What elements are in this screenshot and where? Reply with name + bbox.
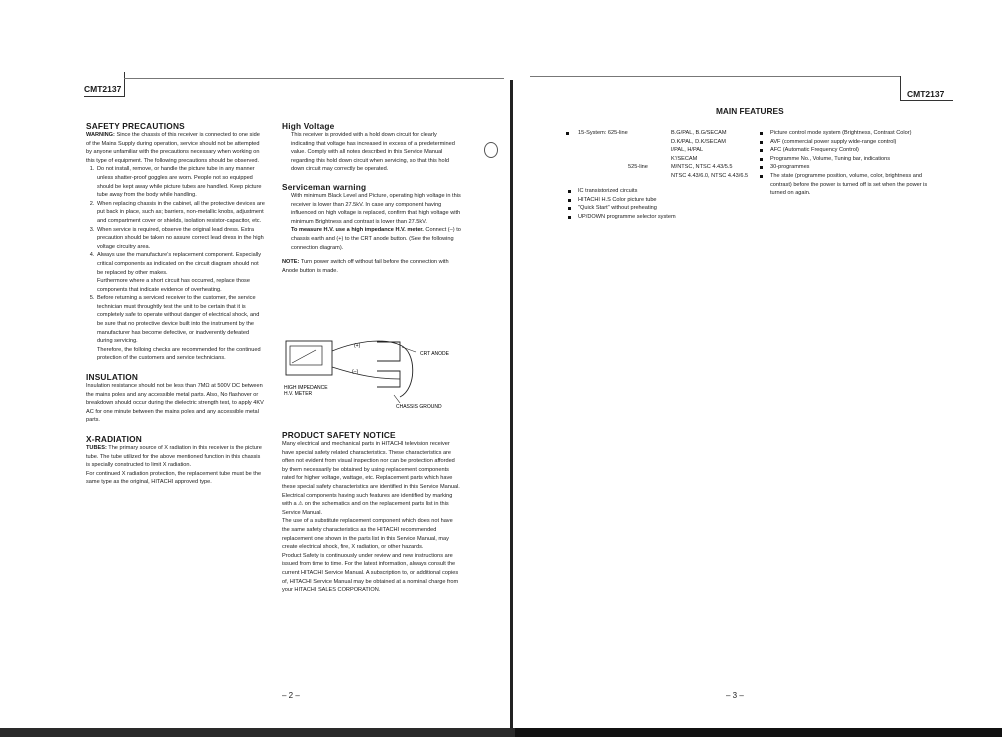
page-gutter — [510, 80, 513, 737]
line525-label: 525-line — [628, 164, 648, 171]
feature-item: 30-programmes — [758, 163, 936, 172]
feature-item: IC transistorized circuits — [566, 187, 766, 196]
safety-list — [86, 165, 265, 363]
bullet — [566, 132, 569, 135]
insulation-text: Insulation resistance should not be less than 7MΩ at 500V DC between the mains poles and any accessible metal parts. Also, No flashover or breakdown should occur during the dielectric strength test, to apply 4KV AC for one minute between the mains poles and any accessible metal parts. — [86, 383, 264, 424]
high-voltage-text: This receiver is provided with a hold down circuit for clearly indicating that voltage has increased in excess of a predetermined value. Comply with all notes described in this Service Manual regarding this hold down circuit when servicing, so that this hold down circuit may correctly be operated. — [291, 132, 455, 173]
serviceman-text: With minimum Black Level and Picture, operating high voltage in this receiver is lower than 27.5kV. In case any component having influenced on high voltage is replaced, confirm that high voltage with minimum Brightness and contrast is lower than 27.5kV. — [291, 192, 461, 225]
product-safety-text-3: Product Safety is continuously under review and new instructions are issued from time to time. For the latest information, always consult the current HITACHI Service Manual. A subscription to, or additional copies of, HITACHI Service Manual may be obtained at a nominal charge from your HITACHI SALES CORPORATION. — [282, 552, 459, 594]
safety-item: 1. Do not install, remove, or handle the picture tube in any manner unless shatter-proof goggles are worn. People not so equipped should be kept away while picture tubes are handled. Keep picture tube away from the body while handling. — [96, 165, 265, 199]
insulation-heading: INSULATION — [86, 372, 139, 383]
feature-item: "Quick Start" without preheating — [566, 204, 766, 213]
product-safety-text-2: The use of a substitute replacement component which does not have the same safety characteristics as the HITACHI recommended replacement one shown in the parts list in this Service Manual, may create electrical shock, fire, X radiation, or other hazards. — [282, 518, 453, 551]
safety-heading: SAFETY PRECAUTIONS — [86, 121, 185, 131]
system-row: D.K/PAL, D.K/SECAM — [671, 138, 726, 145]
serviceman-heading: Serviceman warning — [282, 181, 367, 192]
left-page-number: – 2 – — [282, 691, 300, 700]
left-column-2 — [282, 121, 461, 275]
serviceman-measure: To measure H.V. use a high impedance H.V. meter. Connect (–) to chassis earth and (+) to the CRT anode button. (See the following connection diagram). — [291, 227, 461, 251]
minus-label: (–) — [352, 369, 359, 375]
crt-anode-pointer — [402, 347, 416, 352]
feature-item: UP/DOWN programme selector system — [566, 213, 766, 222]
safety-item: 2. When replacing chassis in the cabinet, all the protective devices are put back in place, such as; barriers, non-metallic knobs, adjustment and compartment cover or shields, isolation resistor-capacitor, etc. — [96, 200, 265, 226]
safety-item: 3. When service is required, observe the original lead dress. Extra precaution should be taken no assure correct lead dress in the high voltage circuitry area. — [96, 226, 265, 252]
crt-anode-label: CRT ANODE — [420, 351, 449, 357]
feature-item: Picture control mode system (Brightness, Contrast Color) — [758, 129, 936, 138]
feature-item: Programme No., Volume, Tuning bar, indications — [758, 155, 936, 164]
chassis-ground-label: CHASSIS GROUND — [396, 404, 442, 410]
system-block — [566, 129, 766, 181]
product-safety-text-1: Many electrical and mechanical parts in HITACHI television receiver have special safety related characteristics. These characteristics are often not evident from visual inspection nor can be protection afforded by them necessarily be obtained by using replacement components rated for higher voltage, wattage, etc. Replacement parts which have these special safety characteristics are identified in this Service Manual. Electrical components having such features are identified by marking with a ⚠ on the schematics and on the replacement parts list in this Service Manual. — [282, 441, 460, 516]
xrad-text-2: For continued X radiation protection, the replacement tube must be the same type as the original, HITACHI approved type. — [86, 470, 262, 486]
main-features-heading: MAIN FEATURES — [716, 106, 784, 116]
system-row: K'/SECAM — [671, 155, 698, 162]
chassis-ground-pointer — [394, 395, 400, 403]
features-left-column — [566, 129, 766, 221]
note-text: NOTE: Turn power switch off without fail before the connection with Anode button is made. — [282, 259, 449, 274]
feature-item: AFC (Automatic Frequency Control) — [758, 146, 936, 155]
feature-item: AVF (commercial power supply wide-range control) — [758, 138, 936, 147]
plus-lead — [332, 341, 400, 351]
crt-neck — [377, 342, 400, 361]
feature-item: The state (programme position, volume, color, brightness and contrast) before the power is turned off is set when the power is turned on again. — [758, 172, 936, 198]
left-column-1 — [86, 121, 265, 487]
binding-hole — [484, 142, 498, 158]
features-left-list — [566, 187, 766, 221]
hv-connection-diagram — [282, 335, 472, 415]
hv-meter-needle — [292, 350, 316, 363]
line525-row: M/NTSC, NTSC 4.43/5.5 — [671, 164, 733, 171]
meter-label-line-1: HIGH IMPEDANCE — [284, 385, 328, 391]
plus-label: (+) — [354, 343, 361, 349]
right-model-tag: CMT2137 — [907, 89, 945, 99]
xrad-text-1: TUBES: The primary source of X radiation in this receiver is the picture tube. The tube utilized for the above mentioned function in this chassis is specially constructed to limit X radiation. — [86, 445, 262, 469]
crt-bulb — [400, 345, 413, 397]
meter-label-line-2: H.V. METER — [284, 391, 313, 397]
left-model-tag: CMT2137 — [84, 84, 122, 94]
system-label: 15-System: 625-line — [578, 130, 628, 136]
left-top-rule — [124, 78, 504, 79]
safety-item: 5. Before returning a serviced receiver to the customer, the service technician must throughtly test the unit to be certain that it is completely safe to operate without danger of electrical shock, and be sure that no protective device built into the instrument by the manufacturer has become defective, or inadverently defeated during servicing. Therefore, the folloing checks are recommended for the continued protection of the customers and service technicians. — [96, 294, 265, 363]
product-safety-section — [282, 430, 461, 595]
right-page-number: – 3 – — [726, 691, 744, 700]
feature-item: HITACHI H.S Color picture tube — [566, 196, 766, 205]
safety-item: 4. Always use the manufacture's replacement component. Especially critical components as indicated on the circuit diagram should not be replaced by other makes. Furthermore where a short circuit has occurred, replace those components that indicate evidence of overheating. — [96, 251, 265, 294]
xrad-heading: X-RADIATION — [86, 434, 142, 444]
scan-bottom-edge-right — [515, 728, 1002, 737]
line525-row: NTSC 4.43/6.0, NTSC 4.43/6.5 — [671, 173, 749, 179]
minus-lead — [332, 367, 400, 379]
high-voltage-heading: High Voltage — [282, 121, 335, 131]
system-row: I/PAL, H/PAL — [671, 147, 704, 154]
system-row: B.G/PAL, B.G/SECAM — [671, 130, 727, 136]
right-top-rule — [530, 76, 900, 77]
features-right-column — [758, 129, 936, 198]
features-right-list — [758, 129, 936, 198]
safety-warning: WARNING: Since the chassis of this receiver is connected to one side of the Mains Supply during operation, service should not be attempted by anyone unfamiliar with the precautions necessary when working on this type of equipment. The following precautions should be observed. — [86, 132, 260, 164]
product-safety-heading: PRODUCT SAFETY NOTICE — [282, 430, 396, 440]
